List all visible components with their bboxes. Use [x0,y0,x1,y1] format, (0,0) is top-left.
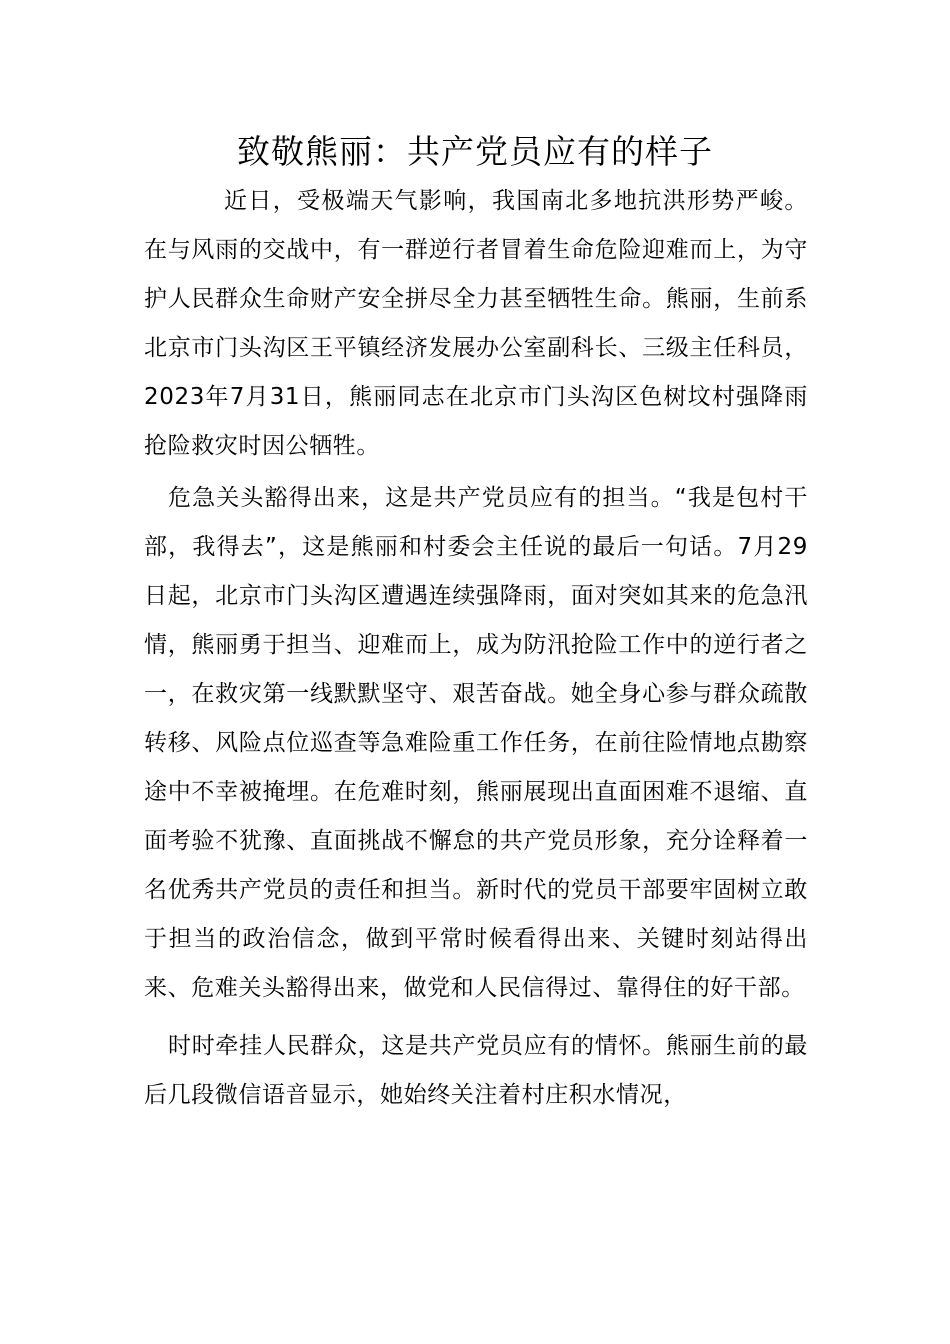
paragraph-care-for-people: 时时牵挂人民群众，这是共产党员应有的情怀。熊丽生前的最后几段微信语音显示，她始终关注着村庄积水情况， [144,1033,808,1109]
paragraph-intro: 近日，受极端天气影响，我国南北多地抗洪形势严峻。在与风雨的交战中，有一群逆行者冒着生命危险迎难而上，为守护人民群众生命财产安全拼尽全力甚至牺牲生命。熊丽，生前系北京市门头沟区王平镇经济发展办公室副科长、三级主任科员，2023年7月31日，熊丽同志在北京市门头沟区色树坟村强降雨抢险救灾时因公牺牲。 [144,188,808,459]
document-title: 致敬熊丽：共产党员应有的样子 [237,132,713,171]
document-body [144,177,808,1120]
paragraph-responsibility: 危急关头豁得出来，这是共产党员应有的担当。“我是包村干部，我得去”，这是熊丽和村委会主任说的最后一句话。7月29日起，北京市门头沟区遭遇连续强降雨，面对突如其来的危急汛情，熊丽勇于担当、迎难而上，成为防汛抢险工作中的逆行者之一，在救灾第一线默默坚守、艰苦奋战。她全身心参与群众疏散转移、风险点位巡查等急难险重工作任务，在前往险情地点勘察途中不幸被掩埋。在危难时刻，熊丽展现出直面困难不退缩、直面考验不犹豫、直面挑战不懈怠的共产党员形象，充分诠释着一名优秀共产党员的责任和担当。新时代的党员干部要牢固树立敢于担当的政治信念，做到平常时候看得出来、关键时刻站得出来、危难关头豁得出来，做党和人民信得过、靠得住的好干部。 [144,485,808,1001]
